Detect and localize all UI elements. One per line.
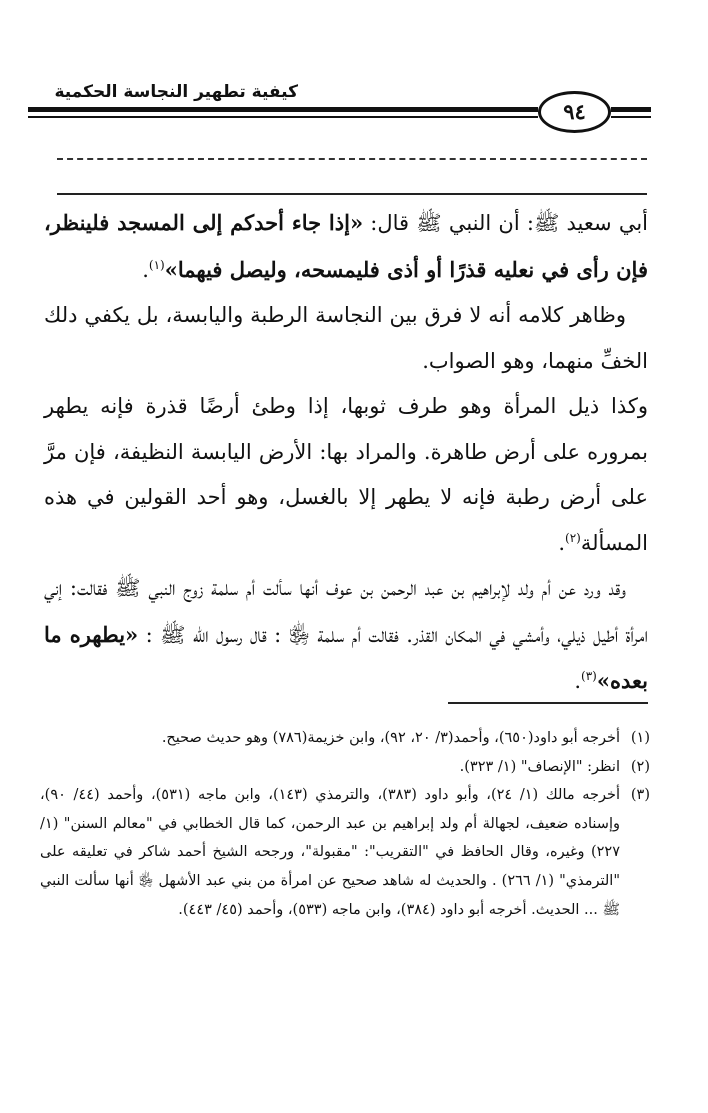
paragraph-4-text: وقد ورد عن أم ولد لإبراهيم بن عبد الرحمن بن عوف أنها سألت أم سلمة زوج النبي ﷺ فقالت: إني امرأة أطيل ذيلي، وأمشي في المكان القذر. فقالت أم سلمة ﵂ : قال رسول الله ﷺ : — [44, 576, 648, 647]
footnote-ref-2[interactable]: (٢) — [565, 530, 581, 545]
footnote-text: انظر: "الإنصاف" (١/ ٣٢٣). — [459, 758, 620, 775]
paragraph-3-text: وكذا ذيل المرأة وهو طرف ثوبها، إذا وطئ أرضًا قذرة فإنه يطهر بمروره على أرض طاهرة. والمراد بها: الأرض اليابسة النظيفة، فإن مرَّ على أرض رطبة فإنه لا يطهر إلا بالغسل، وهو أحد القولين في هذه المسألة — [44, 394, 648, 555]
paragraph-4-end: . — [574, 669, 582, 693]
header-rule-right-thick — [611, 107, 651, 112]
footnote-2 — [40, 753, 650, 782]
paragraph-1 — [44, 200, 648, 293]
footnote-3 — [40, 781, 650, 924]
footnote-text: أخرجه مالك (١/ ٢٤)، وأبو داود (٣٨٣)، والترمذي (١٤٣)، وابن ماجه (٥٣١)، وأحمد (٤٤/ ٩٠)، وإسناده ضعيف، لجهالة أم ولد إبراهيم بن عبد الرحمن، كما قال الخطابي في "معالم السنن" (١/ ٢٢٧) وغيره، وقال الحافظ في "التقريب": "مقبولة"، ورجحه الشيخ أحمد شاكر في تعليقه على "الترمذي" (١/ ٢٦٦) . والحديث له شاهد صحيح عن امرأة من بني عبد الأشهل ﵂ أنها سألت النبي ﷺ ... الحديث. أخرجه أبو داود (٣٨٤)، وابن ماجه (٥٣٣)، وأحمد (٤٥/ ٤٤٣). — [40, 787, 621, 918]
hadith-quote-2: «يطهره ما بعده» — [44, 621, 648, 693]
footnote-text: أخرجه أبو داود(٦٥٠)، وأحمد(٣/ ٢٠، ٩٢)، وابن خزيمة(٧٨٦) وهو حديث صحيح. — [161, 730, 620, 746]
running-title: كيفية تطهير النجاسة الحكمية — [54, 82, 298, 102]
footnote-number: (١) — [630, 730, 650, 746]
dashed-divider — [57, 158, 647, 160]
footnotes — [40, 724, 650, 924]
paragraph-4 — [44, 566, 648, 705]
footnote-divider — [448, 702, 648, 704]
footnote-number: (٣) — [630, 787, 650, 804]
footnote-1 — [40, 724, 650, 753]
header-rule-right-thin — [611, 116, 651, 118]
body-top-rule — [57, 193, 647, 195]
hadith-quote-1: «إذا جاء أحدكم إلى المسجد فلينظر، فإن رأى في نعليه قذرًا أو أذى فليمسحه، وليصل فيهما» — [44, 210, 648, 282]
paragraph-1-intro: أبي سعيد ﷺ: أن النبي ﷺ قال: — [363, 211, 648, 235]
footnote-number: (٢) — [630, 758, 650, 775]
main-text — [44, 200, 648, 705]
footnote-ref-1[interactable]: (١) — [148, 257, 165, 272]
footnote-ref-3[interactable]: (٣) — [581, 669, 597, 683]
paragraph-2: وظاهر كلامه أنه لا فرق بين النجاسة الرطبة واليابسة، بل يكفي دلك الخفِّ منهما، وهو الصواب. — [44, 303, 648, 373]
header-rule-thick — [28, 107, 538, 112]
header-rule-thin — [28, 116, 538, 118]
paragraph-3 — [44, 384, 648, 566]
page-number: ٩٤ — [538, 91, 611, 133]
paragraph-1-end: . — [142, 257, 149, 282]
paragraph-3-end: . — [558, 530, 565, 555]
